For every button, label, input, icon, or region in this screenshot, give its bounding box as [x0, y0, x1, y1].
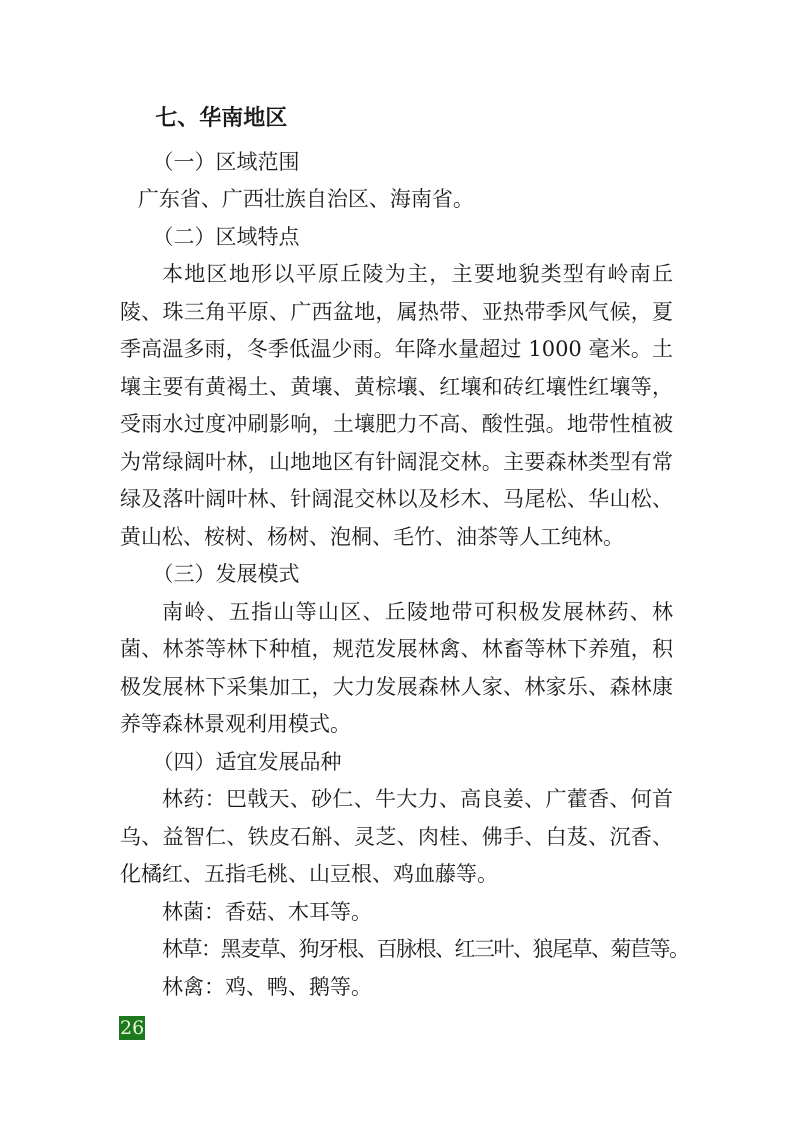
document-content: [120, 99, 689, 1006]
subsection-title-3: （三）发展模式: [152, 562, 300, 586]
subsection-title-1: （一）区域范围: [152, 149, 300, 174]
paragraph-region-scope: 广东省、广西壮族自治区、海南省。: [137, 187, 474, 211]
paragraph-forest-poultry: 林禽：鸡、鸭、鹅等。: [162, 974, 372, 999]
paragraph-forest-medicine: 林药：巴戟天、砂仁、牛大力、高良姜、广藿香、何首乌、益智仁、铁皮石斛、灵芝、肉桂、佛手、白芨、沉香、化橘红、五指毛桃、山豆根、鸡血藤等。: [120, 787, 673, 886]
paragraph-forest-grass: 林草：黑麦草、狗牙根、百脉根、红三叶、狼尾草、菊苣等。: [162, 937, 689, 961]
page-number-badge: 26: [120, 1017, 145, 1039]
subsection-title-2: （二）区域特点: [152, 224, 300, 249]
paragraph-development-model: 南岭、五指山等山区、丘陵地带可积极发展林药、林菌、林茶等林下种植，规范发展林禽、林畜等林下养殖，积极发展林下采集加工，大力发展森林人家、林家乐、森林康养等森林景观利用模式。: [120, 599, 673, 736]
chapter-heading: 七、华南地区: [155, 105, 288, 130]
subsection-title-4: （四）适宜发展品种: [152, 749, 342, 774]
paragraph-forest-fungi: 林菌：香菇、木耳等。: [162, 899, 372, 924]
paragraph-region-features: 本地区地形以平原丘陵为主，主要地貌类型有岭南丘陵、珠三角平原、广西盆地，属热带、亚热带季风气候，夏季高温多雨，冬季低温少雨。年降水量超过 1000 毫米。土壤主要有黄褐土、黄壤、黄棕壤、红壤和砖红壤性红壤等，受雨水过度冲刷影响，土壤肥力不高、酸性强。地带性植被为常绿阔叶林，山地地区有针阔混交林。主要森林类型有常绿及落叶阔叶林、针阔混交林以及杉木、马尾松、华山松、黄山松、桉树、杨树、泡桐、毛竹、油茶等人工纯林。: [120, 262, 673, 549]
